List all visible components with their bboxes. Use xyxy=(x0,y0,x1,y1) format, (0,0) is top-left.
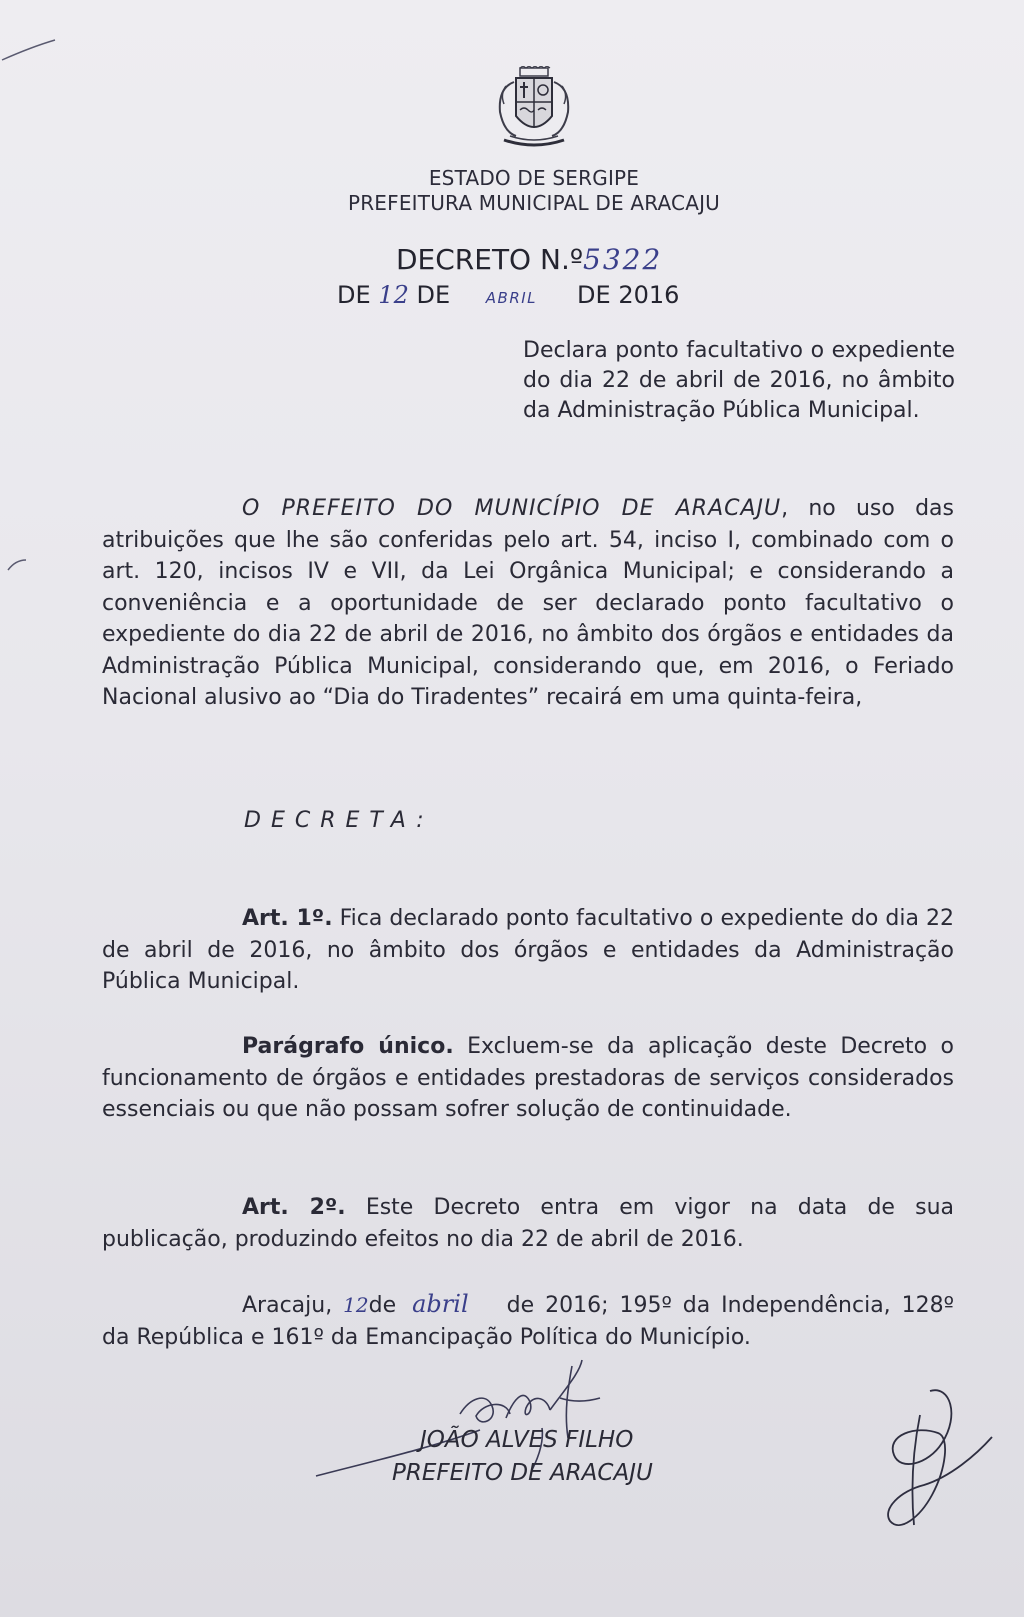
closing-text: de 2016; 195º da Independência, 128º da República e 161º da Emancipação Política do Município. xyxy=(102,1293,954,1350)
decree-title-prefix: DECRETO N.º xyxy=(396,243,584,276)
closing-day-handwritten: 12 xyxy=(343,1293,369,1317)
decree-summary: Declara ponto facultativo o expediente do dia 22 de abril de 2016, no âmbito da Administração Pública Municipal. xyxy=(523,338,955,423)
closing-city: Aracaju, xyxy=(242,1293,333,1318)
preamble-text: , no uso das atribuições que lhe são conferidas pelo art. 54, inciso I, combinado com o art. 120, incisos IV e VII, da Lei Orgânica Municipal; e considerando a conveniência e a oportunidade de ser declarado ponto facultativo o expediente do dia 22 de abril de 2016, no âmbito dos órgãos e entidades da Administração Pública Municipal, considerando que, em 2016, o Feriado Nacional alusivo ao “Dia do Tiradentes” recairá em uma quinta-feira, xyxy=(102,496,954,710)
municipal-coat-of-arms xyxy=(486,66,582,150)
decree-number-handwritten: 5322 xyxy=(583,243,663,276)
closing-de: de xyxy=(368,1293,397,1318)
article-2-label: Art. 2º. xyxy=(242,1195,346,1220)
preamble-lead: O PREFEITO DO MUNICÍPIO DE ARACAJU xyxy=(242,496,782,521)
sole-paragraph xyxy=(102,1031,954,1126)
signatory-name: JOÃO ALVES FILHO xyxy=(420,1427,634,1453)
sole-paragraph-label: Parágrafo único. xyxy=(242,1034,454,1059)
decree-month-handwritten: ABRIL xyxy=(485,289,538,307)
preamble-paragraph xyxy=(102,493,954,714)
decree-date xyxy=(337,281,679,309)
decree-date-year: DE 2016 xyxy=(577,281,680,309)
decree-date-de-2: DE xyxy=(416,281,451,309)
decree-date-de: DE xyxy=(337,281,371,309)
article-2-text: Este Decreto entra em vigor na data de sua publicação, produzindo efeitos no dia 22 de abril de 2016. xyxy=(102,1195,954,1252)
prefecture-header: PREFEITURA MUNICIPAL DE ARACAJU xyxy=(347,191,721,215)
decree-day-handwritten: 12 xyxy=(378,281,409,309)
sole-paragraph-text: Excluem-se da aplicação deste Decreto o funcionamento de órgãos e entidades prestadoras de serviços considerados essenciais ou que não possam sofrer solução de continuidade. xyxy=(102,1034,954,1122)
article-2 xyxy=(102,1192,954,1255)
decree-title xyxy=(396,243,662,276)
margin-initials xyxy=(880,1385,1000,1535)
article-1-text: Fica declarado ponto facultativo o expediente do dia 22 de abril de 2016, no âmbito dos órgãos e entidades da Administração Pública Municipal. xyxy=(102,906,954,994)
closing-month-handwritten: abril xyxy=(412,1290,469,1318)
decreta-heading: DECRETA: xyxy=(244,808,434,833)
state-header: ESTADO DE SERGIPE xyxy=(428,166,640,190)
closing-paragraph xyxy=(102,1289,954,1353)
article-1 xyxy=(102,903,954,998)
article-1-label: Art. 1º. xyxy=(242,906,333,931)
signatory-title: PREFEITO DE ARACAJU xyxy=(392,1460,653,1486)
